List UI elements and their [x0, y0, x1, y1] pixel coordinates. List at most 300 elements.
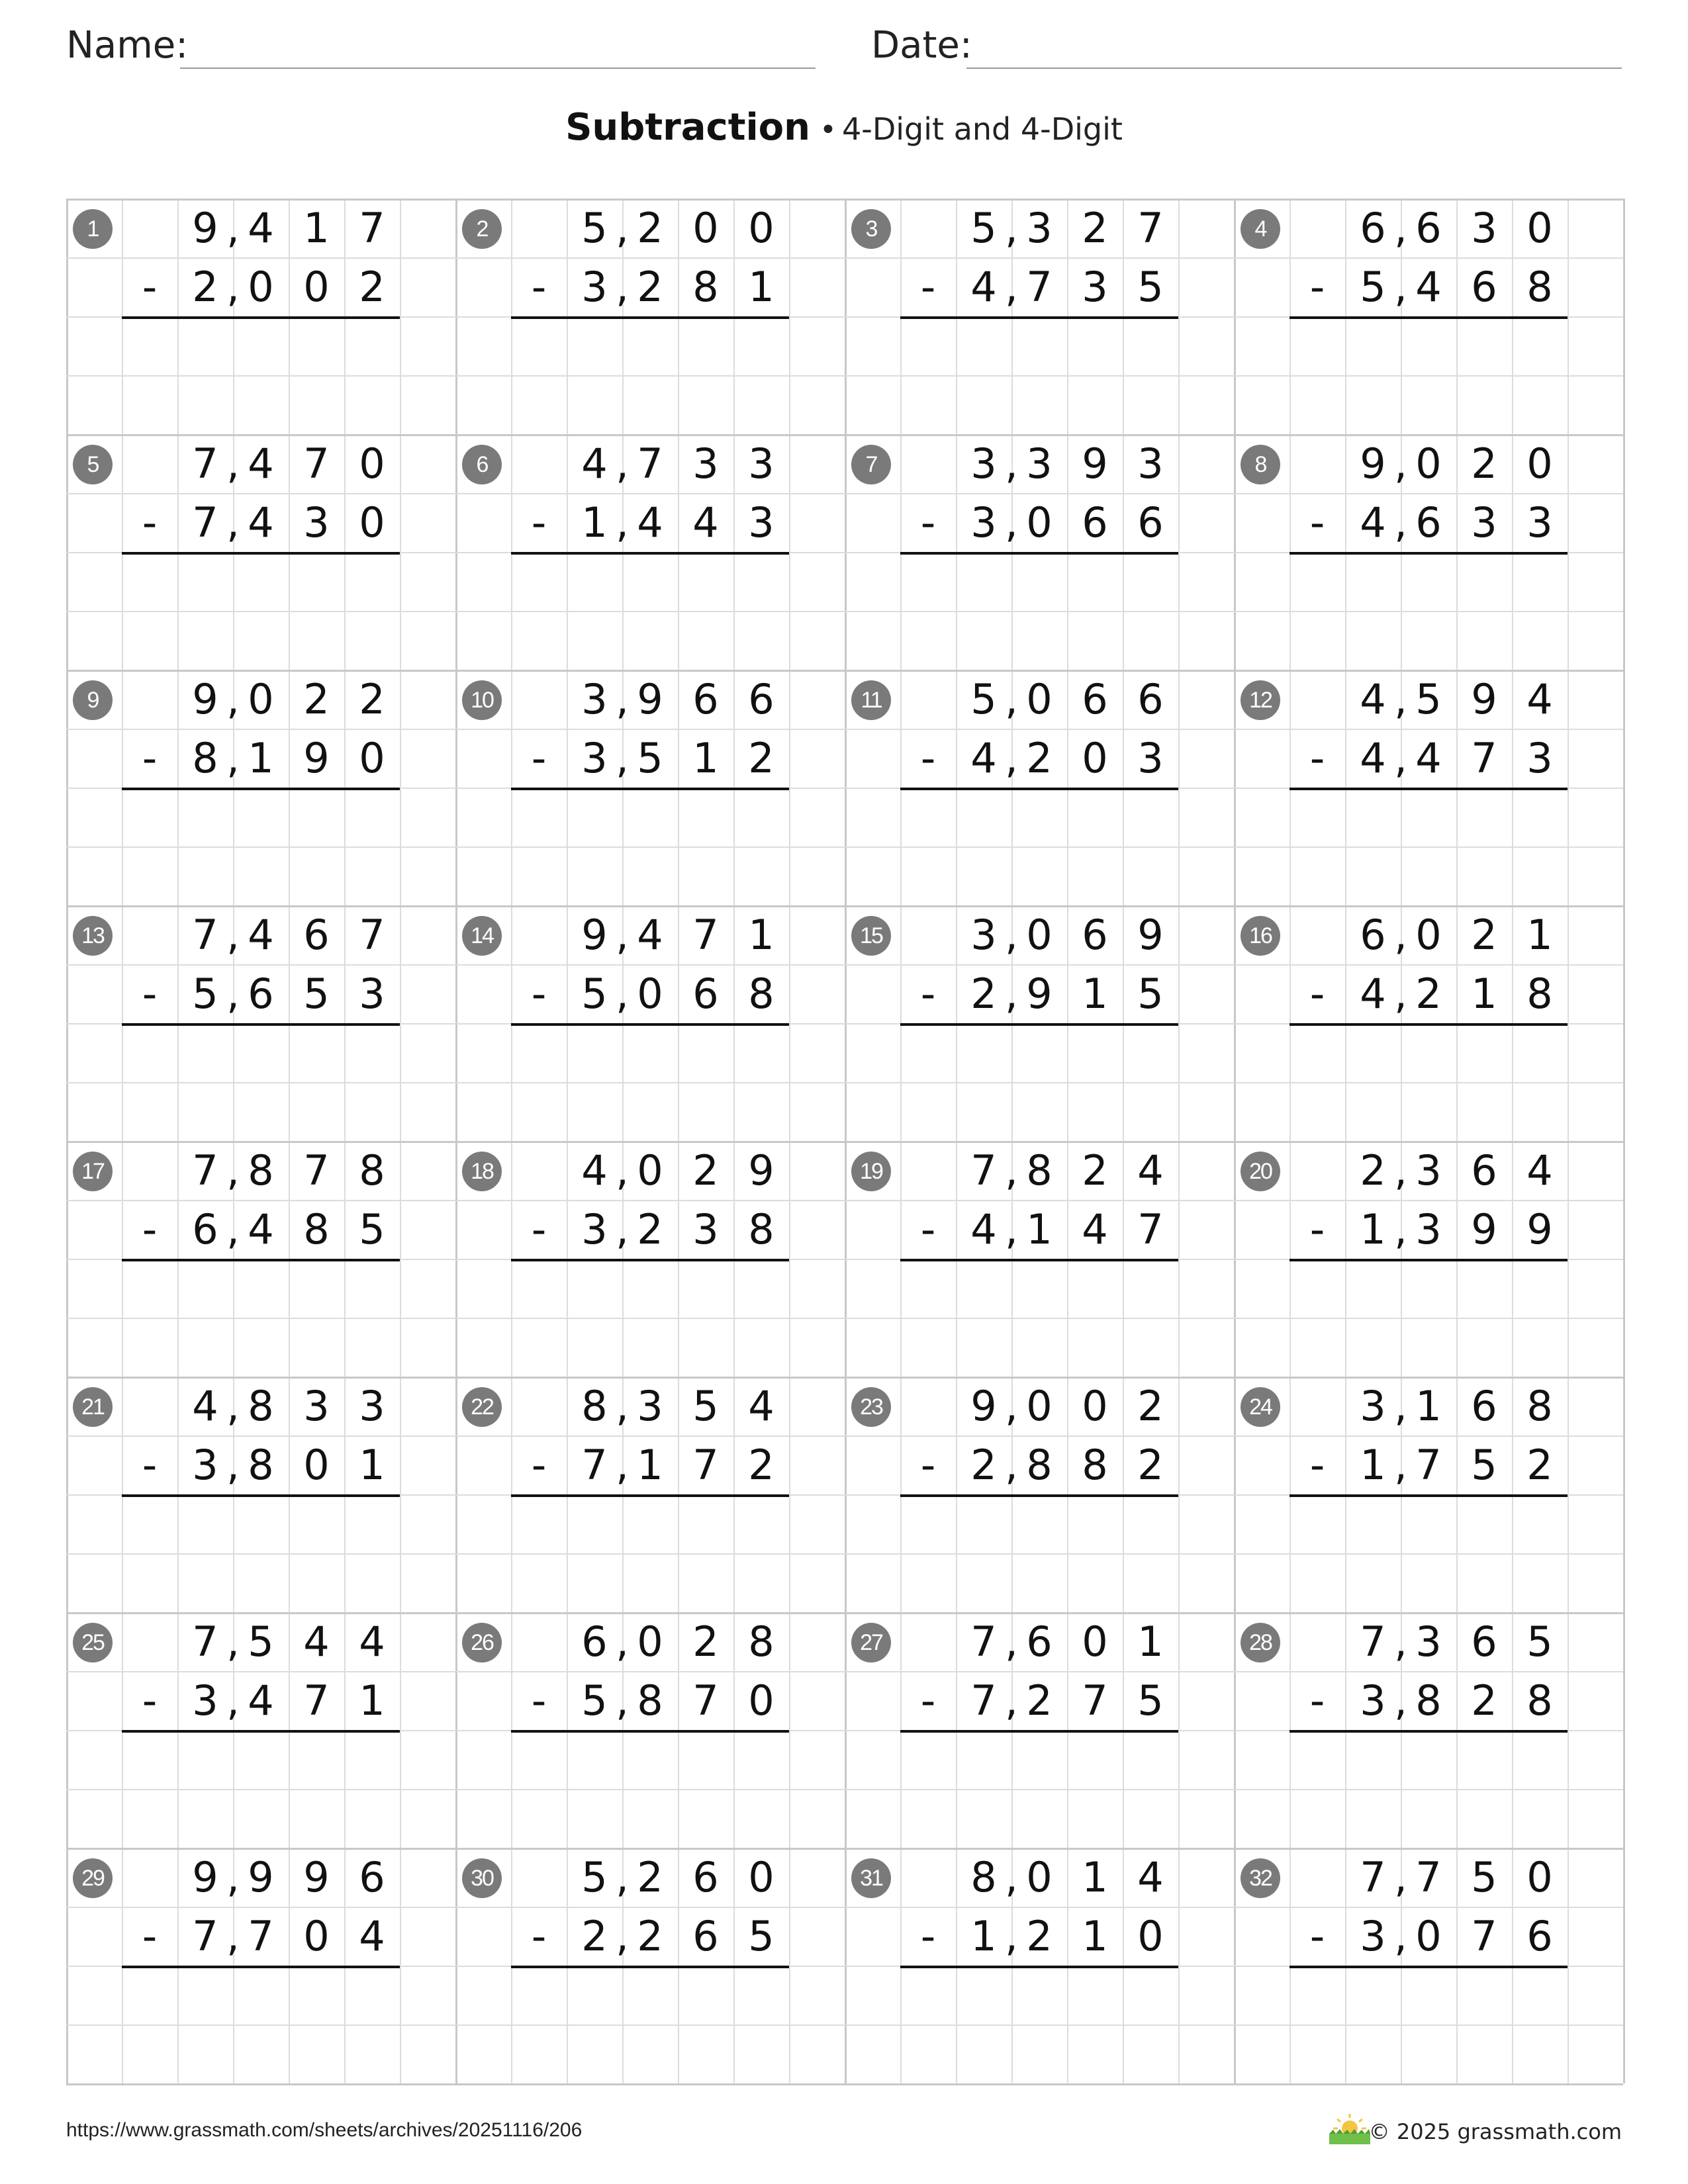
answer-cell[interactable]	[1011, 316, 1067, 375]
answer-cell[interactable]	[1011, 1730, 1067, 1789]
answer-cell[interactable]	[122, 788, 177, 846]
answer-cell[interactable]	[1123, 552, 1178, 611]
answer-cell[interactable]	[1401, 788, 1456, 846]
answer-cell[interactable]	[733, 1966, 789, 2025]
minuend-digit: 4	[1526, 1146, 1553, 1195]
answer-cell[interactable]	[1401, 1966, 1456, 2025]
minuend-digit: 7	[1137, 204, 1164, 252]
subtrahend-digit: 9	[1026, 970, 1053, 1018]
answer-cell[interactable]	[733, 1494, 789, 1553]
subtrahend-digit: 2	[637, 1912, 663, 1960]
answer-cell[interactable]	[233, 1730, 289, 1789]
minuend-digit: 3	[359, 1382, 385, 1430]
problem-20	[1234, 1141, 1623, 1377]
minuend-digit: 4	[248, 204, 274, 252]
subtrahend-digit: 4	[970, 263, 997, 311]
minuend-digit: 4	[192, 1382, 218, 1430]
minuend-digit: 0	[1026, 911, 1053, 959]
subtrahend-digit: 7	[1137, 1205, 1164, 1253]
answer-cell[interactable]	[567, 1966, 622, 2025]
answer-cell[interactable]	[177, 552, 233, 611]
minuend-digit: 5	[1415, 675, 1442, 723]
subtrahend-digit: 1	[1471, 970, 1497, 1018]
answer-cell[interactable]	[1456, 552, 1512, 611]
answer-cell[interactable]	[289, 316, 344, 375]
problem-number-badge: 31	[851, 1858, 891, 1898]
minuend-digit: 6	[1360, 911, 1386, 959]
answer-cell[interactable]	[177, 788, 233, 846]
thousands-comma: ,	[1394, 1441, 1407, 1489]
subtrahend-digit: 7	[1471, 1912, 1497, 1960]
name-label: Name:	[66, 24, 189, 67]
minuend-digit: 1	[303, 204, 330, 252]
answer-cell[interactable]	[1512, 552, 1568, 611]
minuend-digit: 3	[1026, 204, 1053, 252]
minuend-digit: 3	[1471, 204, 1497, 252]
answer-cell[interactable]	[1456, 788, 1512, 846]
thousands-comma: ,	[1005, 1617, 1018, 1666]
minuend-digit: 3	[692, 439, 719, 488]
thousands-comma: ,	[616, 263, 629, 311]
thousands-comma: ,	[226, 734, 240, 782]
answer-cell[interactable]	[1067, 1259, 1123, 1318]
problem-number-badge: 20	[1241, 1152, 1280, 1191]
answer-cell[interactable]	[289, 788, 344, 846]
answer-cell[interactable]	[956, 316, 1011, 375]
thousands-comma: ,	[226, 1441, 240, 1489]
answer-cell[interactable]	[511, 1259, 567, 1318]
thousands-comma: ,	[226, 1205, 240, 1253]
answer-cell[interactable]	[1289, 1494, 1345, 1553]
minus-sign: -	[531, 1205, 547, 1253]
thousands-comma: ,	[1005, 911, 1018, 959]
answer-cell[interactable]	[1289, 1730, 1345, 1789]
problem-number-badge: 5	[73, 445, 113, 484]
answer-cell[interactable]	[511, 1494, 567, 1553]
answer-cell[interactable]	[733, 788, 789, 846]
answer-cell[interactable]	[344, 552, 400, 611]
answer-cell[interactable]	[1011, 1023, 1067, 1082]
problem-17	[66, 1141, 455, 1377]
answer-cell[interactable]	[900, 1966, 956, 2025]
answer-cell[interactable]	[289, 1966, 344, 2025]
answer-cell[interactable]	[1067, 788, 1123, 846]
answer-cell[interactable]	[511, 1023, 567, 1082]
answer-cell[interactable]	[511, 552, 567, 611]
answer-cell[interactable]	[122, 316, 177, 375]
answer-cell[interactable]	[567, 1494, 622, 1553]
answer-cell[interactable]	[1011, 1494, 1067, 1553]
minus-sign: -	[920, 1676, 936, 1725]
answer-cell[interactable]	[956, 552, 1011, 611]
answer-cell[interactable]	[1456, 1730, 1512, 1789]
answer-cell[interactable]	[1512, 1494, 1568, 1553]
subtrahend-digit: 8	[637, 1676, 663, 1725]
answer-cell[interactable]	[233, 1259, 289, 1318]
thousands-comma: ,	[1394, 1205, 1407, 1253]
answer-cell[interactable]	[622, 1259, 678, 1318]
answer-cell[interactable]	[289, 1259, 344, 1318]
answer-cell[interactable]	[1289, 1259, 1345, 1318]
minuend-digit: 2	[303, 675, 330, 723]
answer-cell[interactable]	[1123, 1259, 1178, 1318]
minuend-digit: 0	[1026, 1853, 1053, 1901]
answer-cell[interactable]	[344, 788, 400, 846]
subtrahend-digit: 7	[1082, 1676, 1108, 1725]
answer-cell[interactable]	[1123, 1966, 1178, 2025]
answer-cell[interactable]	[122, 1023, 177, 1082]
minuend-digit: 6	[1137, 675, 1164, 723]
answer-cell[interactable]	[1401, 1494, 1456, 1553]
answer-cell[interactable]	[900, 1730, 956, 1789]
subtrahend-digit: 4	[970, 734, 997, 782]
answer-cell[interactable]	[1011, 1259, 1067, 1318]
thousands-comma: ,	[1394, 1146, 1407, 1195]
thousands-comma: ,	[1005, 675, 1018, 723]
subtrahend-digit: 4	[1360, 970, 1386, 1018]
minus-sign: -	[142, 1676, 158, 1725]
answer-cell[interactable]	[956, 1966, 1011, 2025]
answer-cell[interactable]	[1289, 788, 1345, 846]
minuend-digit: 9	[248, 1853, 274, 1901]
answer-cell[interactable]	[511, 1966, 567, 2025]
answer-cell[interactable]	[1067, 1494, 1123, 1553]
thousands-comma: ,	[616, 1617, 629, 1666]
answer-cell[interactable]	[567, 552, 622, 611]
answer-cell[interactable]	[1123, 1023, 1178, 1082]
answer-cell[interactable]	[1345, 316, 1401, 375]
minuend-digit: 2	[637, 204, 663, 252]
answer-cell[interactable]	[567, 1259, 622, 1318]
answer-cell[interactable]	[956, 1730, 1011, 1789]
answer-cell[interactable]	[233, 1494, 289, 1553]
answer-cell[interactable]	[1067, 552, 1123, 611]
answer-cell[interactable]	[1011, 552, 1067, 611]
answer-cell[interactable]	[1011, 788, 1067, 846]
minuend-digit: 6	[581, 1617, 608, 1666]
thousands-comma: ,	[226, 1382, 240, 1430]
answer-cell[interactable]	[1345, 552, 1401, 611]
subtrahend-digit: 0	[1082, 734, 1108, 782]
footer-url[interactable]: https://www.grassmath.com/sheets/archives/20251116/206	[66, 2119, 583, 2141]
problem-1	[66, 199, 455, 434]
subtrahend-digit: 2	[748, 1441, 774, 1489]
minuend-digit: 2	[1082, 1146, 1108, 1195]
answer-cell[interactable]	[567, 316, 622, 375]
answer-cell[interactable]	[567, 788, 622, 846]
minuend-digit: 7	[970, 1146, 997, 1195]
minuend-digit: 2	[692, 1146, 719, 1195]
answer-cell[interactable]	[344, 1023, 400, 1082]
answer-cell[interactable]	[678, 316, 733, 375]
answer-cell[interactable]	[1345, 1023, 1401, 1082]
answer-cell[interactable]	[1401, 1023, 1456, 1082]
thousands-comma: ,	[1394, 498, 1407, 547]
answer-cell[interactable]	[1401, 1259, 1456, 1318]
problem-3	[845, 199, 1234, 434]
problem-14	[455, 905, 845, 1141]
minuend-digit: 2	[359, 675, 385, 723]
answer-cell[interactable]	[177, 1023, 233, 1082]
answer-cell[interactable]	[511, 1730, 567, 1789]
answer-cell[interactable]	[678, 1966, 733, 2025]
minuend-digit: 2	[1471, 911, 1497, 959]
answer-cell[interactable]	[177, 1730, 233, 1789]
answer-cell[interactable]	[344, 1494, 400, 1553]
answer-cell[interactable]	[1345, 1259, 1401, 1318]
minuend-digit: 4	[248, 911, 274, 959]
minuend-digit: 8	[1026, 1146, 1053, 1195]
answer-cell[interactable]	[233, 788, 289, 846]
minuend-digit: 3	[581, 675, 608, 723]
minuend-digit: 0	[1526, 204, 1553, 252]
minuend-digit: 2	[692, 1617, 719, 1666]
subtrahend-digit: 6	[1526, 1912, 1553, 1960]
answer-cell[interactable]	[622, 1730, 678, 1789]
subtrahend-digit: 1	[748, 263, 774, 311]
answer-cell[interactable]	[122, 1259, 177, 1318]
answer-cell[interactable]	[900, 316, 956, 375]
subtrahend-digit: 8	[303, 1205, 330, 1253]
answer-cell[interactable]	[678, 1494, 733, 1553]
minuend-digit: 0	[1526, 439, 1553, 488]
answer-cell[interactable]	[956, 1259, 1011, 1318]
subtrahend-digit: 3	[1526, 734, 1553, 782]
answer-cell[interactable]	[622, 788, 678, 846]
answer-cell[interactable]	[900, 1494, 956, 1553]
thousands-comma: ,	[616, 675, 629, 723]
subtrahend-digit: 5	[192, 970, 218, 1018]
answer-cell[interactable]	[1456, 316, 1512, 375]
subtrahend-digit: 4	[248, 1676, 274, 1725]
problem-5	[66, 434, 455, 670]
minuend-digit: 6	[303, 911, 330, 959]
problem-29	[66, 1848, 455, 2083]
problem-number-badge: 32	[1241, 1858, 1280, 1898]
answer-cell[interactable]	[1401, 552, 1456, 611]
answer-cell[interactable]	[1456, 1023, 1512, 1082]
minuend-digit: 3	[1360, 1382, 1386, 1430]
answer-cell[interactable]	[289, 552, 344, 611]
answer-cell[interactable]	[122, 552, 177, 611]
answer-cell[interactable]	[511, 316, 567, 375]
thousands-comma: ,	[616, 1146, 629, 1195]
answer-cell[interactable]	[733, 1259, 789, 1318]
answer-cell[interactable]	[1011, 1966, 1067, 2025]
answer-cell[interactable]	[1456, 1494, 1512, 1553]
subtrahend-digit: 8	[1082, 1441, 1108, 1489]
subtrahend-digit: 8	[748, 970, 774, 1018]
minuend-digit: 0	[637, 1146, 663, 1195]
answer-cell[interactable]	[1456, 1259, 1512, 1318]
answer-cell[interactable]	[678, 1259, 733, 1318]
answer-cell[interactable]	[622, 552, 678, 611]
answer-cell[interactable]	[177, 1494, 233, 1553]
subtrahend-digit: 3	[192, 1441, 218, 1489]
minuend-digit: 2	[1137, 1382, 1164, 1430]
answer-cell[interactable]	[344, 1259, 400, 1318]
minuend-digit: 9	[637, 675, 663, 723]
answer-cell[interactable]	[289, 1730, 344, 1789]
answer-cell[interactable]	[733, 552, 789, 611]
thousands-comma: ,	[616, 204, 629, 252]
answer-cell[interactable]	[233, 1966, 289, 2025]
minuend-digit: 4	[359, 1617, 385, 1666]
answer-cell[interactable]	[177, 1259, 233, 1318]
subtrahend-digit: 2	[581, 1912, 608, 1960]
subtrahend-digit: 4	[1415, 734, 1442, 782]
answer-cell[interactable]	[1289, 1023, 1345, 1082]
answer-cell[interactable]	[1289, 1966, 1345, 2025]
thousands-comma: ,	[1005, 263, 1018, 311]
problem-number-badge: 6	[462, 445, 502, 484]
thousands-comma: ,	[1005, 498, 1018, 547]
subtrahend-digit: 0	[1026, 498, 1053, 547]
answer-cell[interactable]	[1067, 1966, 1123, 2025]
minuend-digit: 9	[303, 1853, 330, 1901]
answer-cell[interactable]	[567, 1730, 622, 1789]
answer-cell[interactable]	[233, 552, 289, 611]
subtrahend-digit: 7	[192, 498, 218, 547]
subtrahend-digit: 2	[1471, 1676, 1497, 1725]
answer-cell[interactable]	[678, 552, 733, 611]
thousands-comma: ,	[226, 1146, 240, 1195]
problem-number-badge: 10	[462, 680, 502, 720]
subtrahend-digit: 8	[692, 263, 719, 311]
answer-cell[interactable]	[1512, 1023, 1568, 1082]
answer-cell[interactable]	[344, 1966, 400, 2025]
subtrahend-digit: 8	[1415, 1676, 1442, 1725]
answer-cell[interactable]	[344, 316, 400, 375]
answer-cell[interactable]	[1289, 316, 1345, 375]
answer-cell[interactable]	[1123, 316, 1178, 375]
answer-cell[interactable]	[1123, 788, 1178, 846]
answer-cell[interactable]	[289, 1494, 344, 1553]
answer-cell[interactable]	[233, 316, 289, 375]
problem-number-badge: 13	[73, 916, 113, 956]
answer-cell[interactable]	[900, 1023, 956, 1082]
answer-cell[interactable]	[622, 1494, 678, 1553]
answer-cell[interactable]	[1123, 1730, 1178, 1789]
answer-cell[interactable]	[233, 1023, 289, 1082]
subtrahend-digit: 3	[1471, 498, 1497, 547]
answer-cell[interactable]	[1456, 1966, 1512, 2025]
answer-cell[interactable]	[344, 1730, 400, 1789]
minuend-digit: 5	[1471, 1853, 1497, 1901]
answer-cell[interactable]	[1067, 1730, 1123, 1789]
answer-cell[interactable]	[622, 1966, 678, 2025]
answer-cell[interactable]	[622, 1023, 678, 1082]
answer-cell[interactable]	[177, 1966, 233, 2025]
subtrahend-digit: 1	[359, 1676, 385, 1725]
answer-cell[interactable]	[678, 1023, 733, 1082]
minuend-digit: 3	[303, 1382, 330, 1430]
problem-15	[845, 905, 1234, 1141]
subtrahend-digit: 8	[248, 1441, 274, 1489]
answer-cell[interactable]	[900, 1259, 956, 1318]
problem-number-badge: 21	[73, 1387, 113, 1427]
problem-28	[1234, 1612, 1623, 1848]
answer-cell[interactable]	[1512, 1730, 1568, 1789]
answer-cell[interactable]	[900, 552, 956, 611]
answer-cell[interactable]	[1512, 1259, 1568, 1318]
subtrahend-digit: 5	[303, 970, 330, 1018]
answer-cell[interactable]	[1345, 1730, 1401, 1789]
answer-cell[interactable]	[177, 316, 233, 375]
thousands-comma: ,	[226, 1912, 240, 1960]
minuend-digit: 5	[581, 204, 608, 252]
subtrahend-digit: 0	[637, 970, 663, 1018]
minuend-digit: 9	[1082, 439, 1108, 488]
answer-cell[interactable]	[122, 1966, 177, 2025]
answer-cell[interactable]	[122, 1730, 177, 1789]
answer-cell[interactable]	[956, 1023, 1011, 1082]
title-subtitle: 4-Digit and 4-Digit	[841, 111, 1123, 147]
answer-cell[interactable]	[733, 1730, 789, 1789]
answer-cell[interactable]	[1067, 1023, 1123, 1082]
answer-cell[interactable]	[1067, 316, 1123, 375]
problem-11	[845, 670, 1234, 905]
problem-number-badge: 12	[1241, 680, 1280, 720]
answer-cell[interactable]	[1512, 788, 1568, 846]
subtrahend-digit: 3	[692, 1205, 719, 1253]
answer-cell[interactable]	[511, 788, 567, 846]
answer-cell[interactable]	[1401, 316, 1456, 375]
subtrahend-digit: 0	[359, 734, 385, 782]
problem-number-badge: 18	[462, 1152, 502, 1191]
minus-sign: -	[1309, 1205, 1325, 1253]
minus-sign: -	[1309, 498, 1325, 547]
minuend-digit: 8	[581, 1382, 608, 1430]
problem-4	[1234, 199, 1623, 434]
answer-cell[interactable]	[289, 1023, 344, 1082]
problem-number-badge: 4	[1241, 209, 1280, 249]
answer-cell[interactable]	[956, 788, 1011, 846]
answer-cell[interactable]	[1123, 1494, 1178, 1553]
answer-cell[interactable]	[1345, 1966, 1401, 2025]
answer-cell[interactable]	[733, 1023, 789, 1082]
answer-cell[interactable]	[1401, 1730, 1456, 1789]
minuend-digit: 8	[970, 1853, 997, 1901]
answer-cell[interactable]	[1512, 1966, 1568, 2025]
subtrahend-digit: 5	[1137, 263, 1164, 311]
problem-number-badge: 27	[851, 1623, 891, 1662]
minuend-digit: 9	[192, 675, 218, 723]
answer-cell[interactable]	[956, 1494, 1011, 1553]
answer-cell[interactable]	[1289, 552, 1345, 611]
answer-cell[interactable]	[678, 1730, 733, 1789]
minus-sign: -	[142, 970, 158, 1018]
answer-cell[interactable]	[1345, 1494, 1401, 1553]
problem-number-badge: 11	[851, 680, 891, 720]
problem-number-badge: 7	[851, 445, 891, 484]
answer-cell[interactable]	[1512, 316, 1568, 375]
thousands-comma: ,	[616, 1382, 629, 1430]
thousands-comma: ,	[1394, 1853, 1407, 1901]
answer-cell[interactable]	[733, 316, 789, 375]
answer-cell[interactable]	[567, 1023, 622, 1082]
answer-cell[interactable]	[678, 788, 733, 846]
thousands-comma: ,	[226, 1853, 240, 1901]
problem-number-badge: 14	[462, 916, 502, 956]
minuend-digit: 6	[359, 1853, 385, 1901]
problem-30	[455, 1848, 845, 2083]
answer-cell[interactable]	[1345, 788, 1401, 846]
subtrahend-digit: 9	[1526, 1205, 1553, 1253]
answer-cell[interactable]	[622, 316, 678, 375]
answer-cell[interactable]	[900, 788, 956, 846]
answer-cell[interactable]	[122, 1494, 177, 1553]
